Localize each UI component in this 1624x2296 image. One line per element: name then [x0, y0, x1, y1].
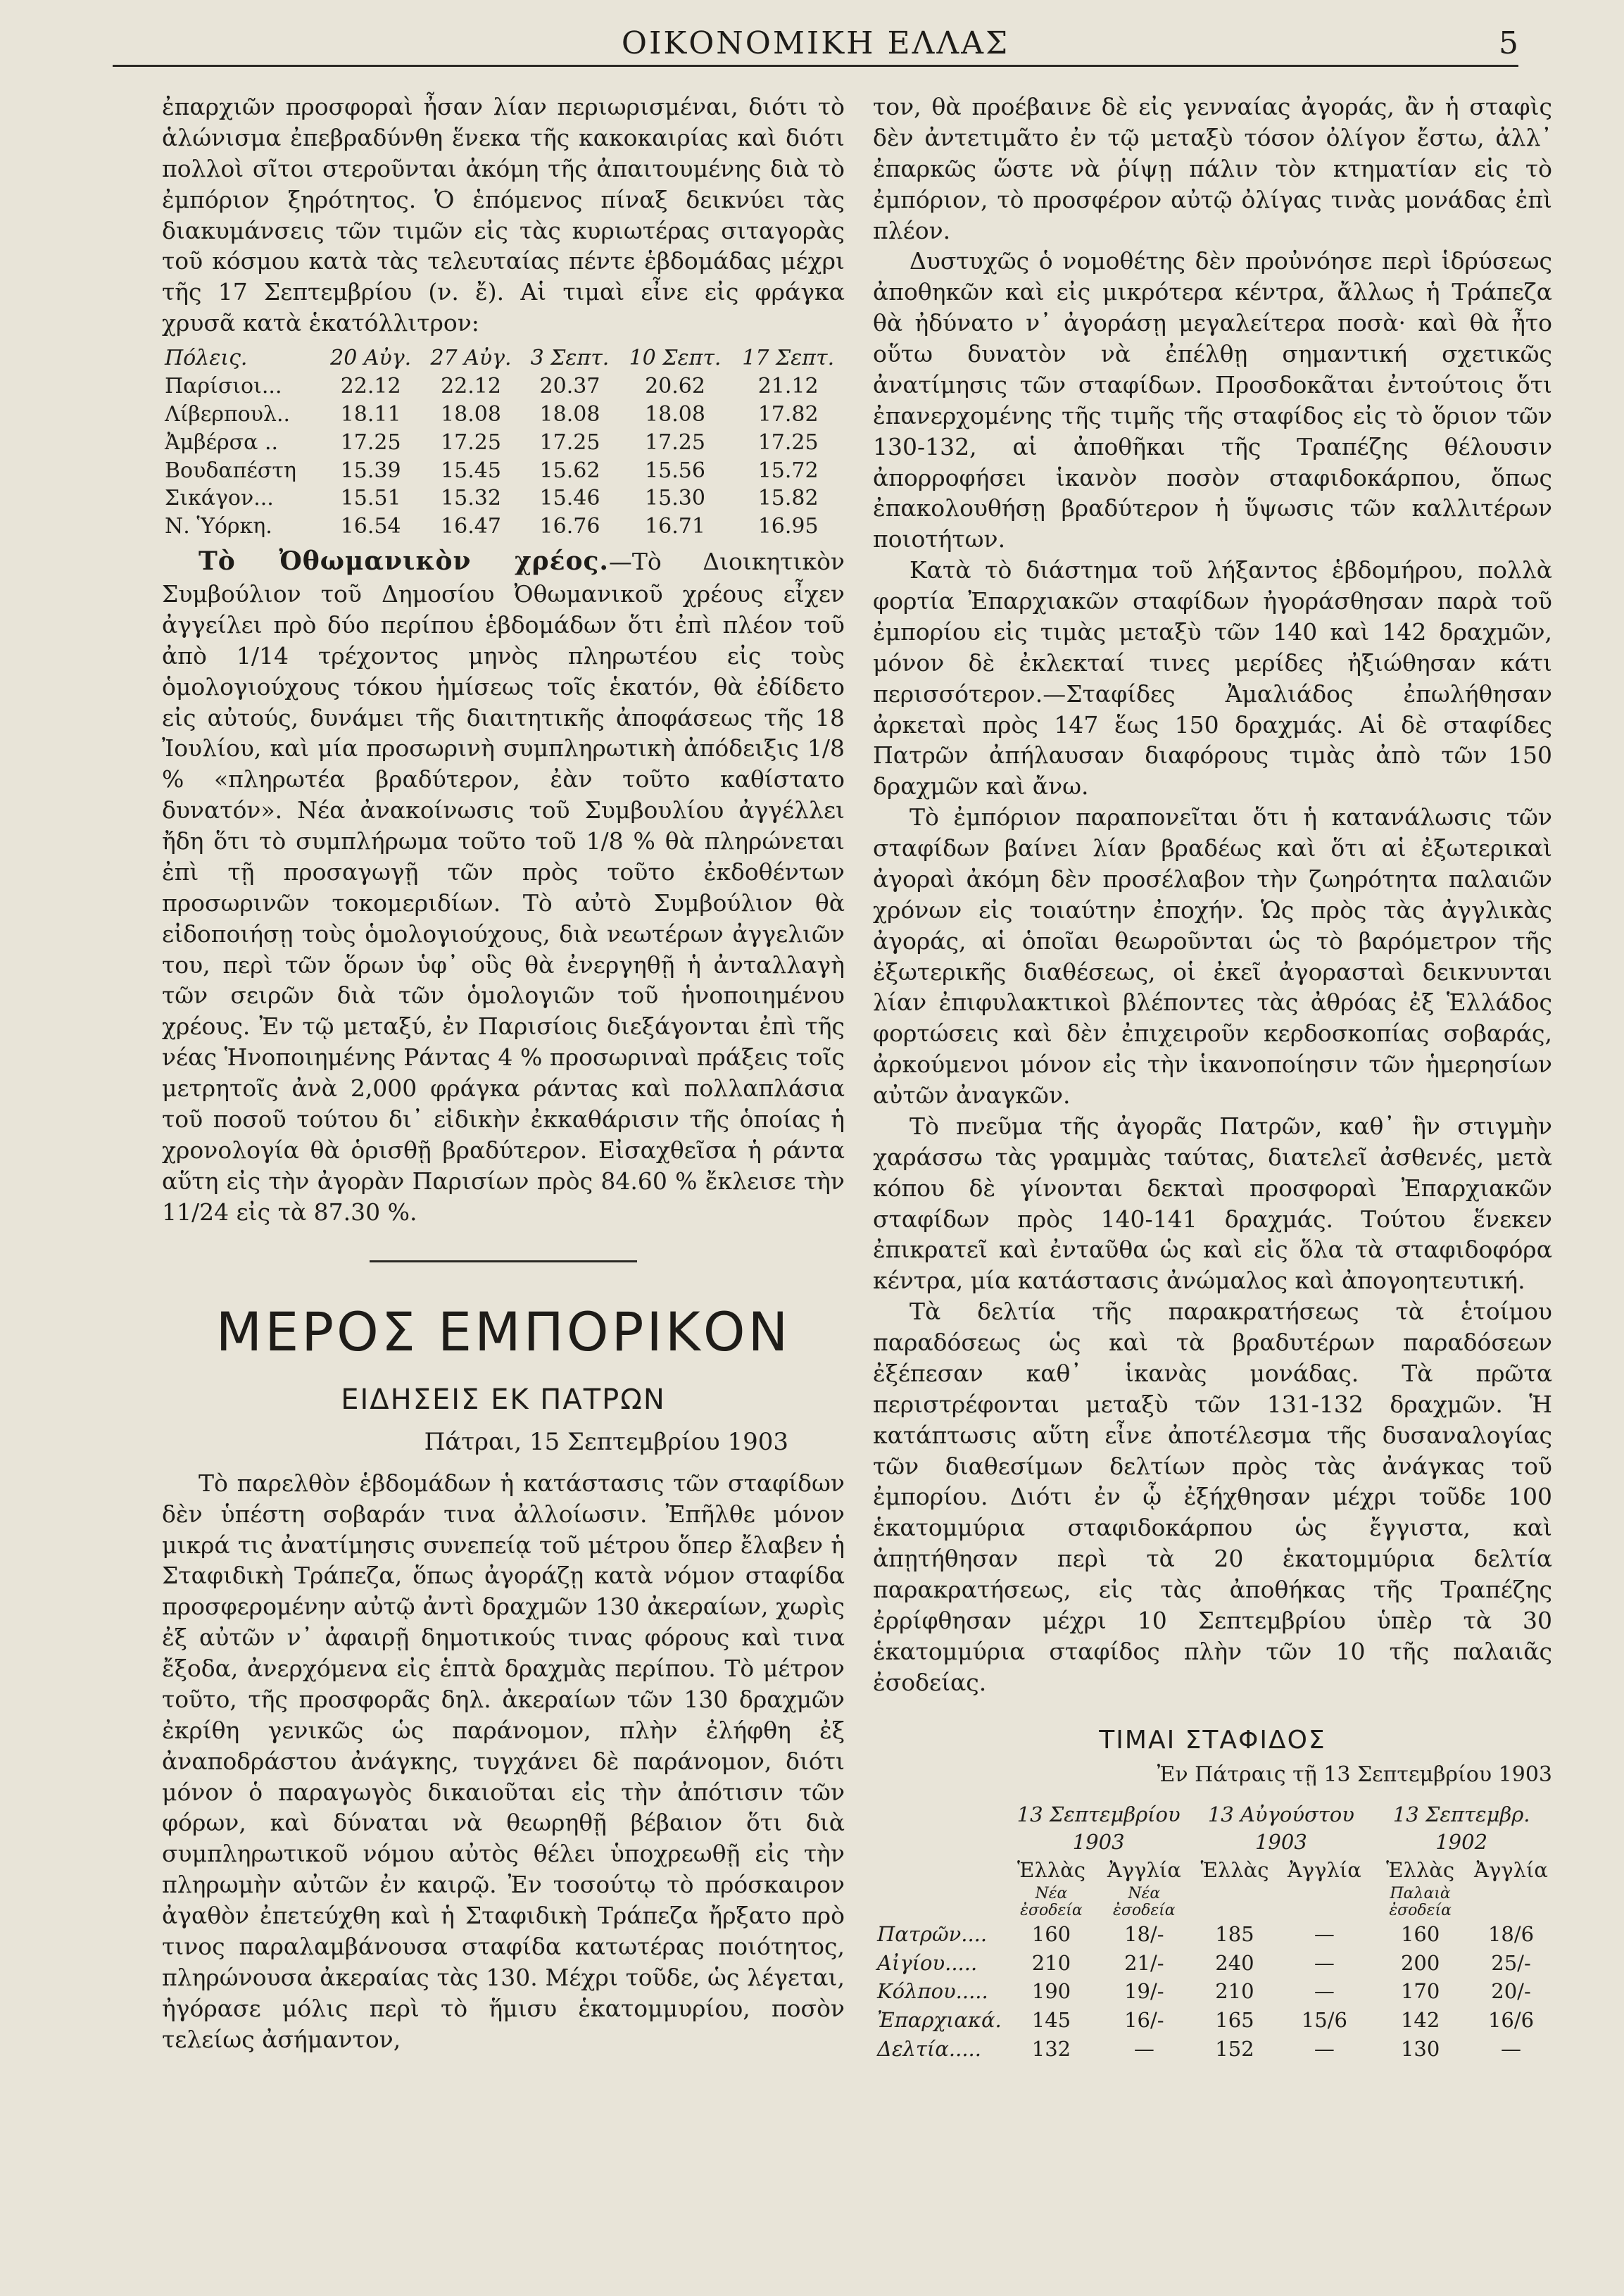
- table-cell: 22.12: [340, 373, 401, 399]
- table-cell: 15.30: [645, 486, 705, 511]
- table-cell: 16.71: [645, 514, 705, 539]
- wheat-paragraph: ἐπαρχιῶν προσφοραὶ ἦσαν λίαν περιωρισμέναι, διότι τὸ ἁλώνισμα ἐπεβραδύνθη ἕνεκα τῆς κακοκαιρίας καὶ διότι πολλοὶ σῖτοι στεροῦνται ἀκόμη τῆς ἀπαιτουμένης διὰ τὸ ἐμπόριον ξηρότητος. Ὁ ἑπόμενος πίναξ δεικνύει τὰς διακυμάνσεις τῶν τιμῶν εἰς τὰς κυριωτέρας σιταγορὰς τοῦ κόσμου κατὰ τὰς τελευταίας πέντε ἑβδομάδας μέχρι τῆς 17 Σεπτεμβρίου (ν. ἔ). Αἱ τιμαὶ εἶνε εἰς φράγκα χρυσᾶ κατὰ ἑκατόλλιτρον:: [162, 93, 845, 337]
- table-cell: 15.32: [441, 486, 501, 511]
- table-cell: 210: [1215, 1979, 1254, 2004]
- table-cell: 210: [1031, 1950, 1071, 1975]
- table-row: [162, 372, 845, 401]
- wheat-col-header: 10 Σεπτ.: [629, 346, 722, 370]
- table-cell: 17.25: [340, 429, 401, 455]
- section-separator: [162, 1244, 845, 1275]
- market-header: Ἑλλὰς: [1200, 1858, 1269, 1883]
- table-cell: —: [1314, 1922, 1335, 1947]
- ottoman-debt-heading: Τὸ Ὀθωμανικὸν χρέος.: [199, 546, 609, 577]
- left-column: [162, 92, 845, 2055]
- continued-paragraph: τον, θὰ προέβαινε δὲ εἰς γενναίας ἀγοράς, ἂν ἡ σταφὶς δὲν ἀντετιμᾶτο ἐν τῷ μεταξὺ τόσον ὀλίγον ἔστω, ἀλλ᾽ ἐπαρκῶς ὥστε νὰ ῥίψῃ πάλιν τὸν κτηματίαν εἰς τὸ ἐμπόριον, τὸ προσφέρον αὐτῷ ὀλίγας τινὰς μονάδας ἐπὶ πλέον.: [873, 93, 1552, 244]
- table-cell: Ν. Ὑόρκη.: [165, 514, 272, 539]
- page-number: 5: [1499, 25, 1518, 61]
- table-cell: 16.76: [539, 514, 600, 539]
- blank-cell: [873, 1856, 1006, 1885]
- table-cell: 25/-: [1491, 1950, 1531, 1975]
- retention-paragraph: Τὰ δελτία τῆς παρακρατήσεως τὰ ἑτοίμου παραδόσεως ὡς καὶ τὰ βραδυτέρων παραδόσεων ἐξέπεσαν καθ᾽ ἱκανὰς μονάδας. Τὰ πρῶτα περιστρέφονται μεταξὺ τῶν 131-132 δραχμῶν. Ἡ κατάπτωσις αὕτη εἶνε ἀποτέλεσμα τῆς δυσαναλογίας τῶν διαθεσίμων δελτίων πρὸς τὰς ἀνάγκας τοῦ ἐμπορίου. Διότι ἐν ᾧ ἐξήχθησαν μέχρι τοῦδε 100 ἑκατομμύρια σταφιδοκάρπου ὡς ἔγγιστα, καὶ ἀπῃτήθησαν περὶ τὰ 20 ἑκατομμύρια δελτία παρακρατήσεως, εἰς τὰς ἀποθήκας τῆς Τραπέζης ἐρρίφθησαν μέχρι 10 Σεπτεμβρίου ὑπὲρ τὰ 30 ἑκατομμύρια σταφίδος πλὴν τῶν 10 τῆς παλαιᾶς ἐσοδείας.: [873, 1298, 1552, 1696]
- date-header: 13 Σεπτεμβρίου 1903: [1016, 1802, 1181, 1854]
- blank-cell: [873, 1800, 1006, 1856]
- separator-line: [370, 1260, 637, 1262]
- table-cell: 16/6: [1487, 2008, 1535, 2033]
- table-cell: 152: [1215, 2036, 1254, 2061]
- table-cell: 18.08: [441, 401, 501, 427]
- table-cell: —: [1314, 1979, 1335, 2004]
- consumption-paragraph: Τὸ ἐμπόριον παραπονεῖται ὅτι ἡ κατανάλωσις τῶν σταφίδων βαίνει λίαν βραδέως καὶ ὅτι αἱ ἐξωτερικαὶ ἀγοραὶ ἀκόμη δὲν προσέλαβον τὴν ζωηρότητα παλαιῶν χρόνων εἰς τοιαύτην ἐποχήν. Ὡς πρὸς τὰς ἀγγλικὰς ἀγοράς, αἱ ὁποῖαι θεωροῦνται ὡς τὸ βαρόμετρον τῆς ἐξωτερικῆς διαθέσεως, οἱ ἐκεῖ ἀγορασταὶ δεικνυνται λίαν ἐπιφυλακτικοὶ βλέποντες τὰς ἀθρόας ἐξ Ἑλλάδος φορτώσεις καὶ δὲν ἐπιχειροῦν κερδοσκοπίας σοβαράς, ἀρκούμενοι μόνον εἰς τὴν ἱκανοποίησιν τῶν ἡμερησίων αὐτῶν ἀναγκῶν.: [873, 803, 1552, 1109]
- table-cell: Σικάγον...: [165, 486, 274, 511]
- table-cell: 132: [1031, 2036, 1071, 2061]
- table-cell: 160: [1400, 1922, 1440, 1947]
- market-header: Ἀγγλία: [1474, 1858, 1548, 1883]
- table-cell: 21.12: [757, 373, 819, 399]
- table-cell: 240: [1215, 1950, 1254, 1975]
- table-cell: 130: [1400, 2036, 1440, 2061]
- right-column: [873, 92, 1552, 2063]
- table-cell: 185: [1215, 1922, 1254, 1947]
- harvest-header: [1192, 1885, 1278, 1920]
- table-cell: 16.54: [340, 514, 401, 539]
- running-head: [113, 23, 1518, 67]
- wheat-col-header: 17 Σεπτ.: [742, 346, 835, 370]
- patras-paragraph: Τὸ παρελθὸν ἑβδομάδων ἡ κατάστασις τῶν σταφίδων δὲν ὑπέστη σοβαράν τινα ἀλλοίωσιν. Ἐπῆλθε μόνον μικρά τις ἀνατίμησις συνεπείᾳ τοῦ μέτρου ὅπερ ἔλαβεν ἡ Σταφιδικὴ Τράπεζα, ὅπως ἀγοράζῃ κατὰ νόμον σταφίδα προσφερομένην αὐτῷ ἀντὶ δραχμῶν 130 ἀκεραίων, χωρὶς ἐξ αὐτῶν ν᾽ ἀφαιρῇ δημοτικούς τινας φόρους καὶ τινα ἔξοδα, ἀνερχόμενα εἰς ἑπτὰ δραχμὰς περίπου. Τὸ μέτρον τοῦτο, τῆς προσφορᾶς δηλ. ἀκεραίων τῶν 130 δραχμῶν ἐκρίθη γενικῶς ὡς παράνομον, πλὴν ἐλήφθη ἐξ ἀναποδράστου ἀνάγκης, τυγχάνει δὲ παράνομον, διότι μόνον ὁ παραγωγὸς δικαιοῦται εἰς τὴν ἀπότισιν τῶν φόρων, καὶ δύναται νὰ θεωρηθῇ βέβαιον ὅτι διὰ συμπληρωτικοῦ νόμου αὐτὸς θέλει ὑποχρεωθῇ εἰς τὴν πληρωμὴν αὐτῶν ἐν καιρῷ. Ἐν τοσούτῳ τὸ πρόσκαιρον ἀγαθὸν ἐπετεύχθη καὶ ἡ Σταφιδικὴ Τράπεζα ἤρξατο πρὸ τινος παραλαμβάνουσα σταφίδα κατωτέρας ποιότητος, πληρώνουσα ἀκεραίας τὰς 130. Μέχρι τοῦδε, ὡς λέγεται, ἠγόρασε μόλις περὶ τὸ ἥμισυ ἑκατομμυρίου, ποσὸν τελείως ἀσήμαντον,: [162, 1469, 845, 2053]
- wheat-table-header-row: [162, 344, 845, 372]
- wheat-col-header: 20 Αὐγ.: [330, 346, 412, 370]
- date-header: 13 Αὐγούστου 1903: [1207, 1802, 1354, 1854]
- table-cell: 15.62: [539, 458, 600, 483]
- market-header: Ἀγγλία: [1287, 1858, 1361, 1883]
- table-cell: 16.47: [441, 514, 501, 539]
- table-cell: 16/-: [1124, 2008, 1164, 2033]
- market-header: Ἑλλὰς: [1386, 1858, 1455, 1883]
- table-cell: 200: [1400, 1950, 1440, 1975]
- table-row: [162, 429, 845, 457]
- table-cell: Αἰγίου.....: [877, 1950, 978, 1975]
- harvest-header: Νέα ἐσοδεία: [1020, 1884, 1083, 1920]
- table-cell: 165: [1215, 2008, 1254, 2033]
- table-cell: 15.45: [441, 458, 501, 483]
- table-cell: 20.62: [645, 373, 705, 399]
- table-cell: —: [1501, 2036, 1521, 2061]
- table-cell: 15.39: [340, 458, 401, 483]
- table-cell: 19/-: [1124, 1979, 1164, 2004]
- wheat-col-header: 27 Αὐγ.: [430, 346, 512, 370]
- table-row: [873, 2035, 1552, 2064]
- table-cell: 15.72: [757, 458, 819, 483]
- section-title: ΜΕΡΟΣ ΕΜΠΟΡΙΚΟΝ: [215, 1300, 791, 1364]
- raisin-price-table: [873, 1800, 1552, 2063]
- table-cell: 18.08: [645, 401, 705, 427]
- warehouse-paragraph: Δυστυχῶς ὁ νομοθέτης δὲν προὐνόησε περὶ ἱδρύσεως ἀποθηκῶν καὶ εἰς μικρότερα κέντρα, ἄλλως ἡ Τράπεζα θὰ ἠδύνατο ν᾽ ἀγοράσῃ μεγαλείτερα ποσὰ· καὶ θὰ ἦτο οὕτω δυνατὸν νὰ ἐπέλθῃ σημαντική σχετικῶς ἀνατίμησις τῶν σταφίδων. Προσδοκᾶται ἐντούτοις ὅτι ἐπανερχομένης τῆς τιμῆς τῆς σταφίδος εἰς τὸ ὅριον τῶν 130-132, αἱ ἀποθῆκαι τῆς Τραπέζης θέλουσιν ἀπορροφήσει ἱκανὸν ποσὸν σταφιδοκάρπου, ὅπως ἐπακολουθήσῃ βραδύτερον ἡ ὕψωσις τῶν καλλιτέρων ποιοτήτων.: [873, 247, 1552, 553]
- table-cell: Λίβερπουλ..: [165, 401, 291, 427]
- prices-date-row: [873, 1800, 1552, 1856]
- table-cell: Ἀμβέρσα ..: [165, 429, 279, 455]
- table-row: [162, 457, 845, 485]
- table-cell: 18.08: [539, 401, 600, 427]
- table-row: [873, 1949, 1552, 1978]
- table-cell: 21/-: [1124, 1950, 1164, 1975]
- table-cell: 20/-: [1491, 1979, 1531, 2004]
- table-cell: Ἐπαρχιακά.: [877, 2008, 1002, 2033]
- table-cell: —: [1314, 1950, 1335, 1975]
- market-header: Ἑλλὰς: [1016, 1858, 1085, 1883]
- news-subtitle: ΕΙΔΗΣΕΙΣ ΕΚ ΠΑΤΡΩΝ: [341, 1384, 666, 1417]
- table-cell: 20.37: [539, 373, 600, 399]
- table-cell: 18.11: [340, 401, 401, 427]
- news-dateline: Πάτραι, 15 Σεπτεμβρίου 1903: [424, 1427, 788, 1456]
- table-cell: 170: [1400, 1979, 1440, 2004]
- table-cell: 15.46: [539, 486, 600, 511]
- table-cell: 190: [1031, 1979, 1071, 2004]
- table-row: [873, 2006, 1552, 2035]
- blank-cell: [873, 1885, 1006, 1920]
- table-row: [162, 484, 845, 513]
- table-cell: Πατρῶν....: [877, 1922, 988, 1947]
- table-cell: Βουδαπέστη: [165, 458, 296, 483]
- table-cell: —: [1314, 2036, 1335, 2061]
- ottoman-debt-paragraph: [162, 545, 845, 1227]
- table-cell: 145: [1031, 2008, 1071, 2033]
- wheat-col-header: Πόλεις.: [165, 346, 248, 370]
- table-row: [162, 513, 845, 541]
- table-cell: 15/6: [1301, 2008, 1347, 2033]
- harvest-header: [1278, 1885, 1371, 1920]
- market-spirit-paragraph: Τὸ πνεῦμα τῆς ἀγορᾶς Πατρῶν, καθ᾽ ἣν στιγμὴν χαράσσω τὰς γραμμὰς ταύτας, διατελεῖ ἀσθενές, μετὰ κόπου δὲ γίνονται δεκταὶ προσφοραὶ Ἐπαρχιακῶν σταφίδων πρὸς 140-141 δραχμάς. Τούτου ἕνεκεν ἐπικρατεῖ καὶ ἐνταῦθα ὡς καὶ εἰς ὅλα τὰ σταφιδοφόρα κέντρα, μία κατάστασις ἀνώμαλος καὶ ἀπογοητευτική.: [873, 1112, 1552, 1295]
- table-cell: 17.25: [757, 429, 819, 455]
- table-cell: 16.95: [757, 514, 819, 539]
- wheat-col-header: 3 Σεπτ.: [530, 346, 610, 370]
- table-cell: 17.25: [441, 429, 501, 455]
- table-row: [873, 1920, 1552, 1949]
- table-cell: 17.25: [539, 429, 600, 455]
- running-title: ΟΙΚΟΝΟΜΙΚΗ ΕΛΛΑΣ: [621, 25, 1010, 61]
- date-header: 13 Σεπτεμβρ. 1902: [1392, 1802, 1530, 1854]
- harvest-header: Παλαιὰ ἐσοδεία: [1389, 1884, 1452, 1920]
- prices-dateline: Ἐν Πάτραις τῇ 13 Σεπτεμβρίου 1903: [1157, 1762, 1552, 1788]
- wheat-price-table: [162, 344, 845, 541]
- table-cell: 15.82: [757, 486, 819, 511]
- prices-market-row: [873, 1856, 1552, 1885]
- table-cell: 15.56: [645, 458, 705, 483]
- harvest-header: [1470, 1885, 1552, 1920]
- table-cell: 18/6: [1487, 1922, 1535, 1947]
- table-cell: 15.51: [340, 486, 401, 511]
- prices-title: ΤΙΜΑΙ ΣΤΑΦΙΔΟΣ: [1099, 1725, 1326, 1755]
- table-cell: 17.25: [645, 429, 705, 455]
- week-paragraph: Κατὰ τὸ διάστημα τοῦ λήξαντος ἑβδομήρου, πολλὰ φορτία Ἐπαρχιακῶν σταφίδων ἠγοράσθησαν παρὰ τοῦ ἐμπορίου εἰς τιμὰς μεταξὺ τῶν 140 καὶ 142 δραχμῶν, μόνον δὲ ἐκλεκταί τινες μερίδες ἠξιώθησαν κάτι περισσότερον.—Σταφίδες Ἀμαλιάδος ἐπωλήθησαν ἀρκεταὶ πρὸς 147 ἕως 150 δραχμάς. Αἱ δὲ σταφίδες Πατρῶν ἀπήλαυσαν διαφόρους τιμὰς ἀπὸ τῶν 150 δραχμῶν καὶ ἄνω.: [873, 556, 1552, 801]
- ottoman-debt-text: —Τὸ Διοικητικὸν Συμβούλιον τοῦ Δημοσίου Ὀθωμανικοῦ χρέους εἶχεν ἀγγείλει πρὸ δύο περίπου ἑβδομάδων ὅτι ἐπὶ πλέον τοῦ ἀπὸ 1/14 τρέχοντος μηνὸς πληρωτέου εἰς τοὺς ὁμολογιούχους τόκου ἡμίσεως τοῖς ἑκατόν, θὰ ἐδίδετο εἰς αὐτούς, δυνάμει τῆς διαιτητικῆς ἀποφάσεως τῆς 18 Ἰουλίου, καὶ μία προσωρινὴ συμπληρωτικὴ ἀπόδειξις 1/8 % «πληρωτέα βραδύτερον, ἐὰν τοῦτο καθίστατο δυνατόν». Νέα ἀνακοίνωσις τοῦ Συμβουλίου ἀγγέλλει ἤδη ὅτι τὸ συμπλήρωμα τοῦτο τοῦ 1/8 % θὰ πληρώνεται ἐπὶ τῇ προσαγωγῇ τῶν πρὸς τοῦτο ἐκδοθέντων προσωρινῶν τοκομεριδίων. Τὸ αὐτὸ Συμβούλιον θὰ εἰδοποιήσῃ τοὺς ὁμολογιούχους, διὰ νεωτέρων ἀγγελιῶν του, περὶ τῶν ὅρων ὑφ᾽ οὓς θὰ ἐνεργηθῇ ἡ ἀνταλλαγὴ τῶν σειρῶν διὰ τῶν ὁμολογιῶν τοῦ ἡνοποιημένου χρέους. Ἐν τῷ μεταξύ, ἐν Παρισίοις διεξάγονται ἐπὶ τῆς νέας Ἡνοποιημένης Ράντας 4 % προσωριναὶ πράξεις τοῖς μετρητοῖς ἀνὰ 2,000 φράγκα ράντας καὶ πολλαπλάσια τοῦ ποσοῦ τούτου δι᾽ εἰδικὴν ἐκκαθάρισιν τῆς ὁποίας ἡ χρονολογία θὰ ὁρισθῇ βραδύτερον. Εἰσαχθεῖσα ἡ ράντα αὕτη εἰς τὴν ἀγορὰν Παρισίων πρὸς 84.60 % ἔκλεισε τὴν 11/24 εἰς τὰ 87.30 %.: [162, 548, 845, 1226]
- table-cell: 142: [1400, 2008, 1440, 2033]
- table-cell: 160: [1031, 1922, 1071, 1947]
- market-header: Ἀγγλία: [1107, 1858, 1181, 1883]
- table-row: [873, 1977, 1552, 2006]
- prices-sub-row: [873, 1885, 1552, 1920]
- table-cell: —: [1133, 2036, 1154, 2061]
- harvest-header: Νέα ἐσοδεία: [1113, 1884, 1176, 1920]
- table-cell: Δελτία.....: [877, 2036, 981, 2061]
- table-cell: 17.82: [757, 401, 819, 427]
- table-cell: Κόλπου.....: [877, 1979, 988, 2004]
- table-row: [162, 401, 845, 429]
- table-cell: Παρίσιοι...: [165, 373, 282, 399]
- table-cell: 22.12: [441, 373, 501, 399]
- table-cell: 18/-: [1124, 1922, 1164, 1947]
